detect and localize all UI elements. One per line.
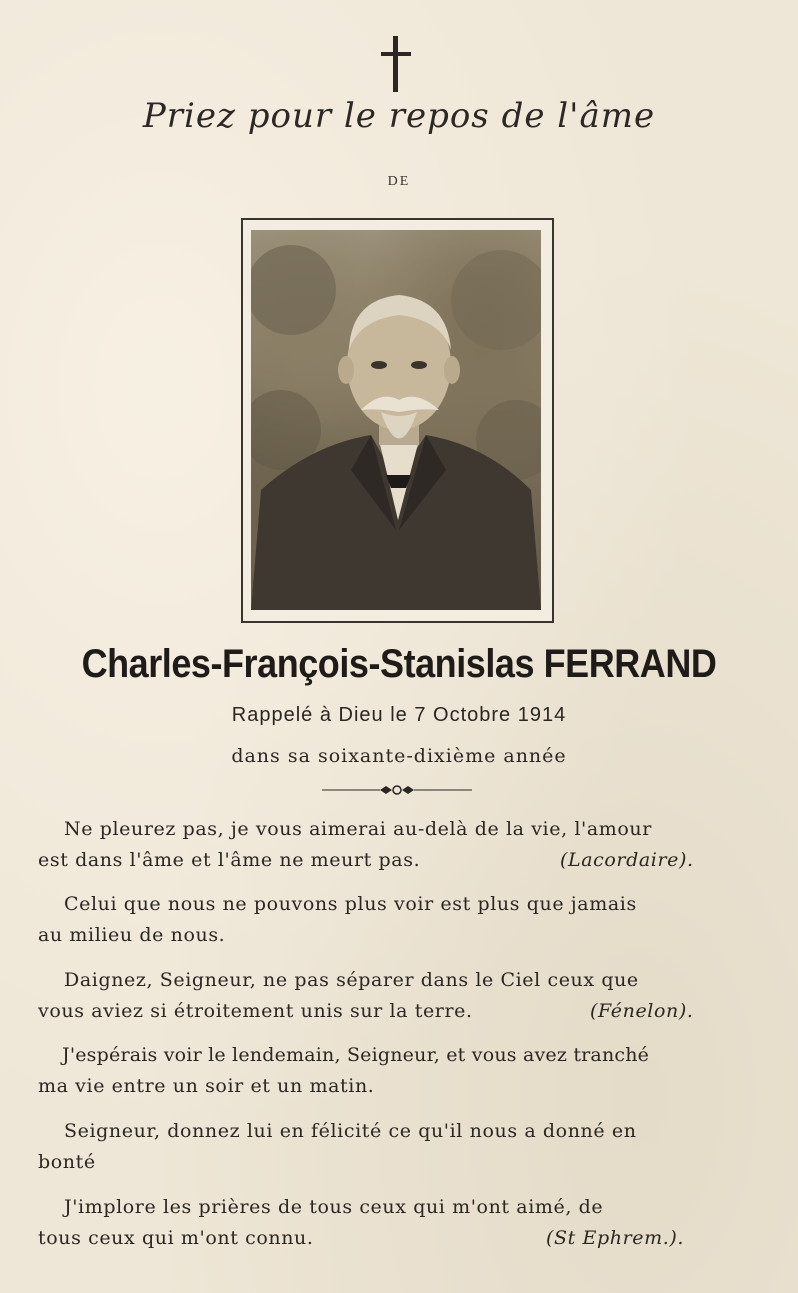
quote-felicite [38,1116,756,1178]
portrait-photo [251,230,541,610]
quote-line: J'espérais voir le lendemain, Seigneur, et vous avez tranché [62,1044,650,1066]
quote-line: au milieu de nous. [38,924,226,946]
quote-line: est dans l'âme et l'âme ne meurt pas. [38,849,421,871]
quote-line: Celui que nous ne pouvons plus voir est plus que jamais [64,893,637,915]
death-date-line: Rappelé à Dieu le 7 Octobre 1914 [231,704,567,726]
quote-line: bonté [38,1151,96,1173]
age-line: dans sa soixante-dixième année [231,745,567,767]
ornament-divider [322,782,472,798]
quote-line: Seigneur, donnez lui en félicité ce qu'il nous a donné en [64,1120,637,1142]
quote-line: J'implore les prières de tous ceux qui m'ont aimé, de [64,1196,604,1218]
quote-lacordaire [38,814,756,876]
cross-icon [381,36,411,92]
heading: Priez pour le repos de l'âme [142,96,656,136]
quote-line: vous aviez si étroitement unis sur la terre. [38,1000,473,1022]
quote-attribution: (Fénelon). [590,1000,694,1022]
portrait-frame [241,218,554,623]
deceased-name: Charles-François-Stanislas FERRAND [81,642,717,686]
quote-attribution: (Lacordaire). [560,849,694,871]
quote-line: Daignez, Seigneur, ne pas séparer dans le Ciel ceux que [64,969,639,991]
quote-line: tous ceux qui m'ont connu. [38,1227,314,1249]
quote-line: ma vie entre un soir et un matin. [38,1075,375,1097]
quote-attribution: (St Ephrem.). [546,1227,685,1249]
quote-lendemain [38,1040,756,1102]
quote-line: Ne pleurez pas, je vous aimerai au-delà de la vie, l'amour [64,818,652,840]
quote-ephrem [38,1192,756,1254]
quote-fenelon [38,965,756,1027]
quote-milieu [38,889,756,951]
de-label: DE [387,174,411,189]
